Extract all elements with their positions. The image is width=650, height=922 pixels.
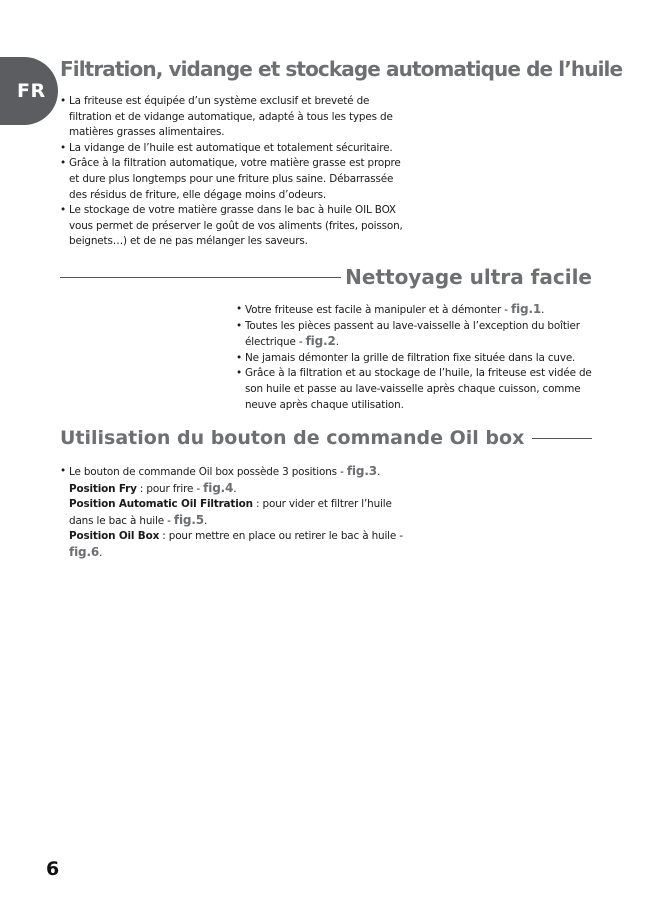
section-title-oilbox-text: Utilisation du bouton de commande Oil box (60, 427, 525, 449)
list-item: • Grâce à la filtration et au stockage de l’huile, la friteuse est vidée de son huile et passe au lave-vaisselle après chaque cuisson, comme neuve après chaque utilisation. (236, 366, 592, 413)
fig-ref: fig.2 (305, 334, 336, 349)
list-item: • La friteuse est équipée d’un système exclusif et breveté de filtration et de vidange automatique, adapté à tous les types de matières grasses alimentaires. (60, 94, 410, 141)
language-tab (0, 57, 58, 125)
language-label: FR (17, 80, 46, 102)
section-title-oilbox (60, 427, 592, 449)
section-title-nettoyage-text: Nettoyage ultra facile (345, 265, 592, 289)
oilbox-list (60, 464, 416, 562)
list-item: • Ne jamais démonter la grille de filtration fixe située dans la cuve. (236, 351, 592, 367)
section-title-nettoyage (60, 265, 592, 289)
fig-ref: fig.3 (346, 464, 377, 478)
list-item: • Le stockage de votre matière grasse dans le bac à huile OIL BOX vous permet de préserver le goût de vos aliments (frites, poisson, beignets…) et de ne pas mélanger les saveurs. (60, 203, 410, 250)
fig-ref: fig.6 (69, 544, 100, 559)
title-rule (532, 438, 592, 439)
section-title-filtration-text: Filtration, vidange et stockage automatique de l’huile (60, 57, 623, 81)
list-item: • Votre friteuse est facile à manipuler et à démonter - fig.1. (236, 302, 592, 319)
fig-ref: fig.4 (203, 480, 234, 495)
list-item: • Toutes les pièces passent au lave-vaisselle à l’exception du boîtier électrique - fig.2. (236, 319, 592, 351)
list-item: • Grâce à la filtration automatique, votre matière grasse est propre et dure plus longtemps pour une friture plus saine. Débarrassée des résidus de friture, elle dégage moins d’odeurs. (60, 156, 410, 203)
position-label: Position Automatic Oil Filtration (69, 498, 253, 511)
list-item: • Le bouton de commande Oil box possède 3 positions - fig.3. Position Fry : pour frire - fig.4. Position Automatic Oil Filtration : pour vider et filtrer l’huile dans le bac à huile - fig.5. Position Oil Box : pour mettre en place ou retirer le bac à huile - fig.6. (60, 464, 416, 562)
nettoyage-list (236, 302, 592, 413)
list-item: • La vidange de l’huile est automatique et totalement sécuritaire. (60, 141, 410, 157)
title-rule (60, 277, 341, 278)
position-label: Position Fry (69, 482, 137, 495)
fig-ref: fig.5 (173, 512, 204, 527)
fig-ref: fig.1 (511, 302, 542, 316)
position-label: Position Oil Box (69, 530, 160, 543)
section-title-filtration (60, 57, 623, 81)
filtration-list (60, 94, 410, 250)
page-number: 6 (46, 858, 60, 880)
